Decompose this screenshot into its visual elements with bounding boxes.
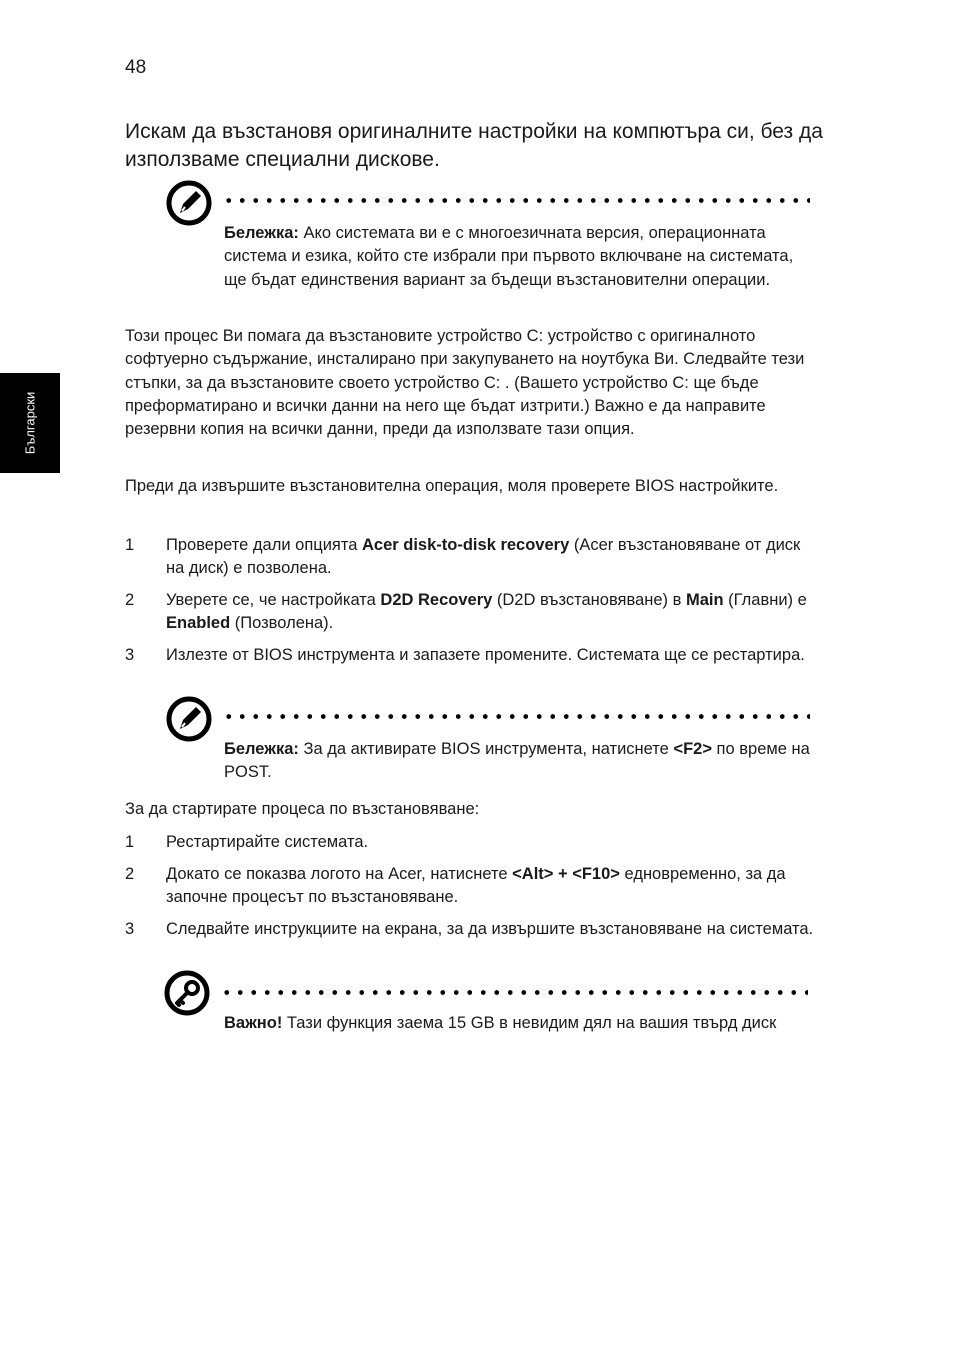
step-text: Следвайте инструкциите на екрана, за да извършите възстановяване на системата. bbox=[166, 920, 814, 938]
step-number: 3 bbox=[125, 920, 135, 938]
step-text: Рестартирайте системата. bbox=[166, 833, 369, 851]
section-heading: Искам да възстановя оригиналните настройки на компютъра си, без да използваме специални дискове. bbox=[125, 120, 823, 171]
note-pen-icon bbox=[166, 696, 212, 742]
step-text-part: Проверете дали опцията bbox=[166, 536, 362, 554]
step-text bbox=[166, 534, 816, 581]
note-pen-icon bbox=[166, 180, 212, 226]
note-divider bbox=[222, 198, 810, 203]
step-text-part: (Acer възстановяване от диск на диск) е позволена. bbox=[166, 536, 801, 578]
note-label: Бележка: bbox=[224, 740, 299, 758]
step-text-part: Докато се показва логото на Acer, натиснете bbox=[166, 865, 513, 883]
step-text-part: (D2D възстановяване) в bbox=[492, 591, 686, 609]
important-label: Важно! bbox=[224, 1014, 283, 1032]
step-text-part: едновременно, за да започне процесът по възстановяване. bbox=[166, 865, 786, 907]
step-text-part: Уверете се, че настройката bbox=[166, 591, 381, 609]
step-text-bold: <Alt> + <F10> bbox=[512, 865, 620, 883]
note-text bbox=[224, 738, 814, 785]
key-icon bbox=[164, 970, 210, 1016]
note-key: <F2> bbox=[673, 740, 712, 758]
important-body: Тази функция заема 15 GB в невидим дял на вашия твърд диск bbox=[282, 1014, 777, 1032]
step-text bbox=[166, 589, 816, 636]
note-text bbox=[224, 222, 814, 292]
paragraph-process: Този процес Ви помага да възстановите устройство C: устройство с оригиналното софтуерно съдържание, инсталирано при закупуването на ноутбука Ви. Следвайте тези стъпки, за да възстановите своето устройство C: . (Вашето устройство C: ще бъде преформатирано и всички данни на него ще бъдат изтрити.) Важно е да направите резервни копия на всички данни, преди да използвате тази опция. bbox=[125, 327, 805, 439]
language-side-tab bbox=[0, 373, 60, 473]
note-label: Бележка: bbox=[224, 224, 299, 242]
note-divider bbox=[220, 990, 808, 995]
step-text-bold: Enabled bbox=[166, 614, 231, 633]
step-number: 2 bbox=[125, 865, 135, 883]
page-number: 48 bbox=[125, 57, 147, 78]
side-tab-label: Български bbox=[22, 391, 38, 455]
paragraph-start: За да стартирате процеса по възстановяване: bbox=[125, 800, 480, 818]
step-number: 3 bbox=[125, 646, 135, 664]
step-text-bold: D2D Recovery bbox=[380, 591, 493, 609]
step-number: 2 bbox=[125, 591, 135, 609]
note-body: Ако системата ви е с многоезичната версия, операционната система и езика, който сте избрали при първото включване на системата, ще бъдат единствения вариант за бъдещи възстановителни операции. bbox=[224, 224, 794, 289]
step-text-bold: Acer disk-to-disk recovery bbox=[362, 536, 570, 554]
step-number: 1 bbox=[125, 536, 135, 554]
step-text bbox=[166, 863, 816, 910]
note-divider bbox=[222, 714, 810, 719]
step-number: 1 bbox=[125, 833, 135, 851]
step-text-part: (Позволена). bbox=[230, 614, 334, 633]
note-body: За да активирате BIOS инструмента, натиснете bbox=[298, 740, 674, 758]
step-text-bold: Main bbox=[685, 591, 724, 609]
paragraph-bios: Преди да извършите възстановителна операция, моля проверете BIOS настройките. bbox=[125, 477, 779, 495]
note-body: по време на POST. bbox=[224, 740, 810, 782]
important-text bbox=[224, 1012, 814, 1035]
step-text: Излезте от BIOS инструмента и запазете промените. Системата ще се рестартира. bbox=[166, 646, 805, 664]
step-text-part: (Главни) е bbox=[723, 591, 807, 609]
